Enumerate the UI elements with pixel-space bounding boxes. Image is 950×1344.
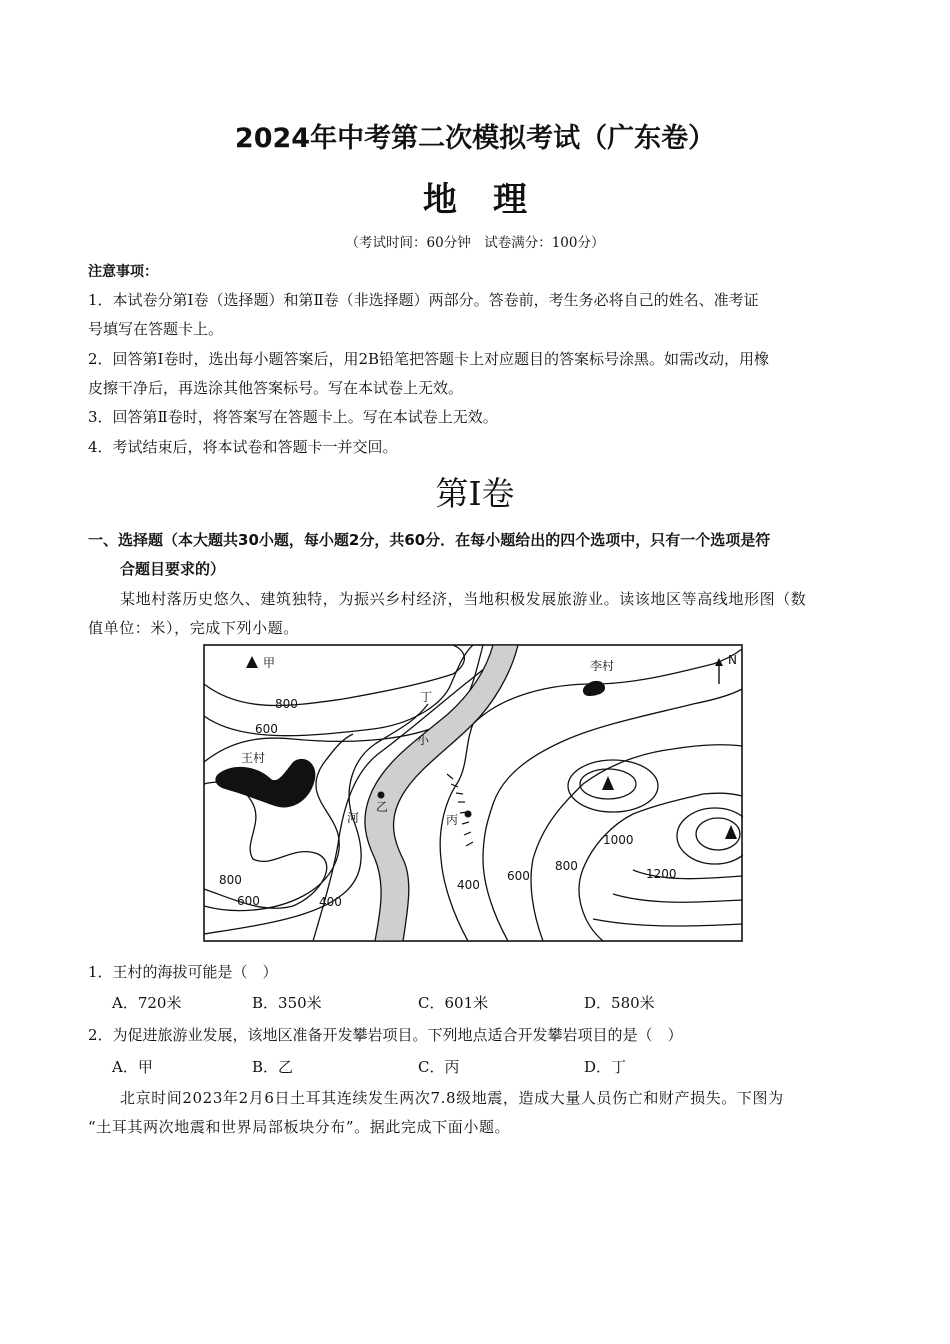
contour-label: 400	[319, 895, 342, 909]
label-he: 河	[347, 811, 360, 825]
contour-label: 400	[457, 878, 480, 892]
label-jia: 甲	[263, 656, 276, 670]
question-2-option-a[interactable]: A．甲	[112, 1058, 153, 1076]
label-wang-village: 王村	[241, 751, 266, 765]
subject-title: 地理	[423, 180, 563, 220]
label-li-village: 李村	[590, 659, 615, 673]
exam-time-info: （考试时间：60分钟 试卷满分：100分）	[345, 235, 605, 251]
contour-label: 800	[219, 873, 242, 887]
label-bing: 丙	[446, 813, 459, 827]
contour-map	[203, 644, 743, 942]
part-one-heading-cont: 合题目要求的）	[120, 560, 226, 578]
section-title: 第Ⅰ卷	[435, 474, 515, 513]
notice-line: 号填写在答题卡上。	[88, 320, 224, 338]
contour-label: 800	[555, 859, 578, 873]
point-bing-icon	[465, 811, 472, 818]
contour-label: 600	[507, 869, 530, 883]
material-intro-cont: 值单位：米），完成下列小题。	[88, 619, 299, 637]
contour-label: 600	[255, 722, 278, 736]
notice-line: 1．本试卷分第Ⅰ卷（选择题）和第Ⅱ卷（非选择题）两部分。答卷前，考生务必将自己的姓名、准考证	[88, 291, 759, 309]
part-one-heading: 一、选择题（本大题共30小题，每小题2分，共60分．在每小题给出的四个选项中，只有一个选项是符	[88, 531, 771, 549]
label-xiao: 小	[417, 733, 430, 747]
notice-line: 3．回答第Ⅱ卷时，将答案写在答题卡上。写在本试卷上无效。	[88, 408, 498, 426]
label-yi: 乙	[376, 800, 389, 814]
contour-label: 600	[237, 894, 260, 908]
material-2-intro: 北京时间2023年2月6日土耳其连续发生两次7.8级地震，造成大量人员伤亡和财产损失。下图为	[120, 1089, 784, 1107]
question-2-option-c[interactable]: C．丙	[418, 1058, 460, 1076]
contour-label: 1200	[646, 867, 677, 881]
exam-title: 2024年中考第二次模拟考试（广东卷）	[234, 123, 716, 154]
notice-line: 2．回答第Ⅰ卷时，选出每小题答案后，用2B铅笔把答题卡上对应题目的答案标号涂黑。如需改动，用橡	[88, 350, 770, 368]
question-1-option-b[interactable]: B．350米	[252, 994, 322, 1012]
label-north: N	[728, 653, 737, 667]
material-intro: 某地村落历史悠久、建筑独特，为振兴乡村经济，当地积极发展旅游业。读该地区等高线地形图（数	[120, 590, 807, 608]
question-2-option-d[interactable]: D．丁	[584, 1058, 627, 1076]
label-ding: 丁	[420, 690, 433, 704]
question-2-stem: 2．为促进旅游业发展，该地区准备开发攀岩项目。下列地点适合开发攀岩项目的是（ ）	[88, 1026, 683, 1044]
question-2-option-b[interactable]: B．乙	[252, 1058, 294, 1076]
question-1-option-a[interactable]: A．720米	[112, 994, 182, 1012]
question-1-stem: 1．王村的海拔可能是（ ）	[88, 963, 278, 981]
notice-line: 4．考试结束后，将本试卷和答题卡一并交回。	[88, 438, 398, 456]
notice-line: 皮擦干净后，再选涂其他答案标号。写在本试卷上无效。	[88, 379, 464, 397]
question-1-option-c[interactable]: C．601米	[418, 994, 489, 1012]
material-2-intro-cont: “土耳其两次地震和世界局部板块分布”。据此完成下面小题。	[88, 1118, 511, 1136]
notice-heading: 注意事项：	[88, 264, 158, 280]
point-yi-icon	[378, 792, 385, 799]
question-1-option-d[interactable]: D．580米	[584, 994, 655, 1012]
contour-label: 1000	[603, 833, 634, 847]
contour-label: 800	[275, 697, 298, 711]
